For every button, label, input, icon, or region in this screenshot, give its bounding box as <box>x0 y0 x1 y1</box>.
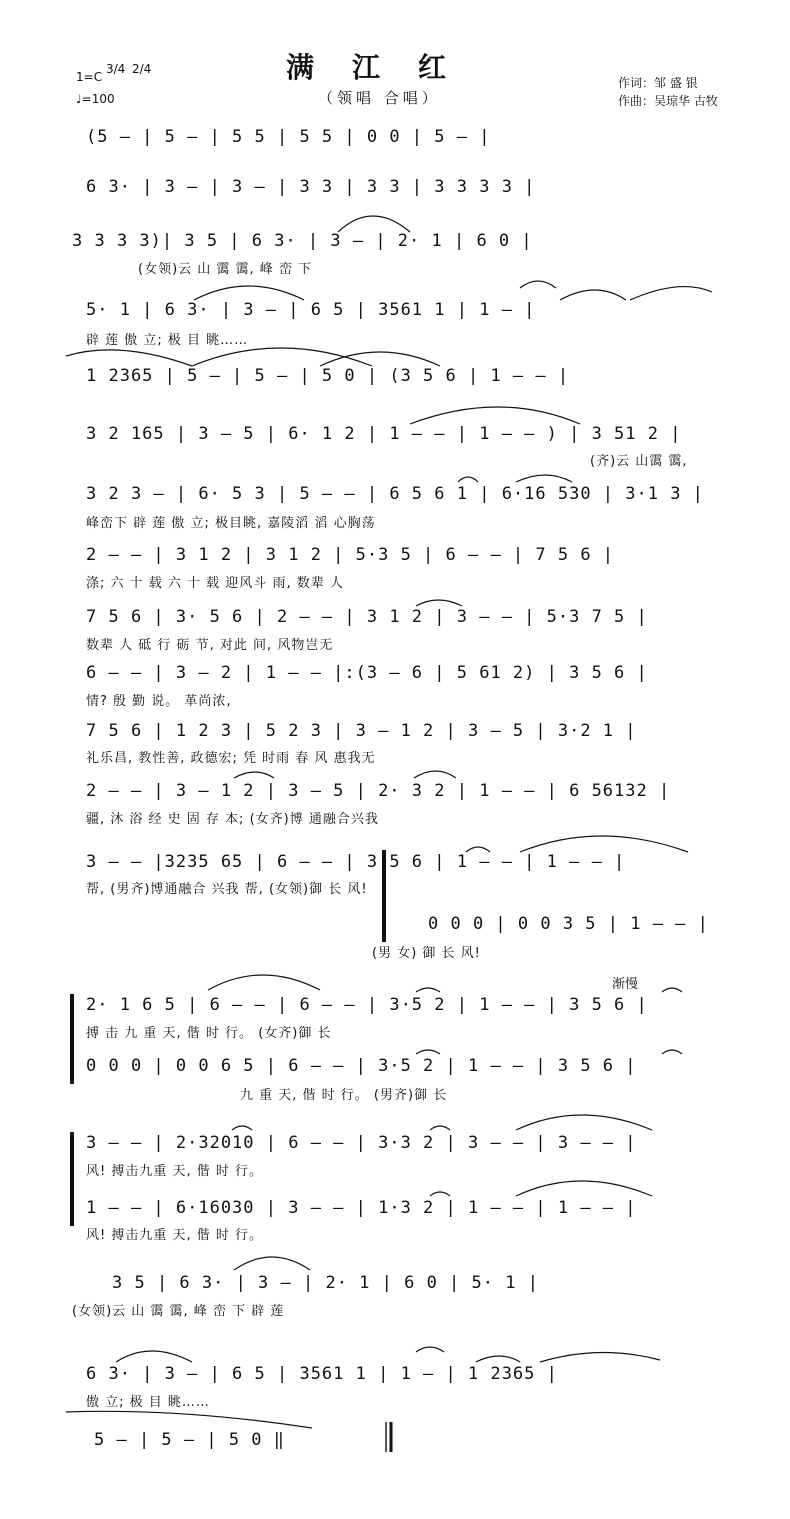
score-line-12-notes: 2 – – | 3 – 1 2 | 3 – 5 | 2· 3 2 | 1 – – | 6 56132 | <box>86 781 671 801</box>
score-line-7-notes: 3 2 3 – | 6· 5 3 | 5 – – | 6 5 6 1 | 6·16 530 | 3·1 3 | <box>86 484 704 504</box>
score-line-16-lyrics: (女领)云 山 霭 霭, 峰 峦 下 辟 莲 <box>72 1304 285 1319</box>
score-line-7-lyrics: 峰峦下 辟 莲 傲 立; 极目眺, 嘉陵滔 滔 心胸荡 <box>86 516 376 531</box>
score-line-18-notes: 5 – | 5 – | 5 0 ‖ <box>94 1430 285 1450</box>
slur-line17-b <box>416 1347 444 1352</box>
score-line-2-notes: 6 3· | 3 – | 3 – | 3 3 | 3 3 | 3 3 3 3 | <box>86 177 536 197</box>
score-line-3-lyrics: (女领)云 山 霭 霭, 峰 峦 下 <box>138 262 313 277</box>
score-line-1-notes: (5 – | 5 – | 5 5 | 5 5 | 0 0 | 5 – | <box>86 127 491 147</box>
composer-credit: 作曲：吴琼华 古牧 <box>618 94 718 108</box>
slur-line16 <box>234 1257 310 1270</box>
score-line-9-lyrics: 数辈 人 砥 行 砺 节, 对此 间, 风物岂无 <box>86 638 334 653</box>
score-line-15-notes-upper: 3 – – | 2·32010 | 6 – – | 3·3 2 | 3 – – | 3 – – | <box>86 1133 637 1153</box>
score-line-14-notes-lower: 0 0 0 | 0 0 6 5 | 6 – – | 3·5 2 | 1 – – | 3 5 6 | <box>86 1056 637 1076</box>
key-signature: 1=C <box>76 70 103 84</box>
slur-line3 <box>338 216 410 232</box>
slur-line14-b <box>416 988 440 992</box>
tempo-marking: ♩=100 <box>76 92 115 106</box>
slur-line14-c <box>662 988 682 992</box>
meter-two-four: 2/4 <box>132 62 152 76</box>
score-line-16-notes: 3 5 | 6 3· | 3 – | 2· 1 | 6 0 | 5· 1 | <box>112 1273 539 1293</box>
score-line-8-notes: 2 – – | 3 1 2 | 3 1 2 | 5·3 5 | 6 – – | 7 5 6 | <box>86 545 615 565</box>
slur-line12-b <box>414 771 456 778</box>
slur-line17-c <box>476 1356 520 1362</box>
slur-line15-a <box>232 1126 252 1130</box>
score-line-5-notes: 1 2365 | 5 – | 5 – | 5 0 | (3 5 6 | 1 – – | <box>86 366 570 386</box>
slur-line4-c <box>560 290 626 300</box>
score-line-17-notes: 6 3· | 3 – | 6 5 | 3561 1 | 1 – | 1 2365 | <box>86 1364 558 1384</box>
slur-line4-a <box>194 286 304 300</box>
slur-line13-b <box>520 836 688 852</box>
score-line-17-lyrics: 傲 立; 极 目 眺…… <box>86 1395 210 1410</box>
score-line-3-notes: 3 3 3 3)| 3 5 | 6 3· | 3 – | 2· 1 | 6 0 | <box>72 231 533 251</box>
slur-line5-a <box>66 350 192 366</box>
score-line-13-lyrics-lower: (男 女) 御 长 风! <box>372 946 481 961</box>
score-line-4-notes: 5· 1 | 6 3· | 3 – | 6 5 | 3561 1 | 1 – | <box>86 300 536 320</box>
slur-line14-d <box>416 1050 440 1054</box>
slur-line17-a <box>116 1351 192 1362</box>
slur-line14-e <box>662 1050 682 1054</box>
score-line-8-lyrics: 涤; 六 十 载 六 十 载 迎风斗 雨, 数辈 人 <box>86 576 344 591</box>
score-line-13-notes-lower: 0 0 0 | 0 0 3 5 | 1 – – | <box>428 914 709 934</box>
slur-line12-a <box>234 772 274 778</box>
slur-line7-b <box>516 475 572 482</box>
slur-line4-b <box>520 281 556 288</box>
score-line-15-lyrics-lower: 风! 搏击九重 天, 偕 时 行。 <box>86 1228 264 1243</box>
score-line-10-lyrics: 情? 殷 勤 说。 革尚浓, <box>86 694 232 709</box>
score-line-14-lyrics-upper: 搏 击 九 重 天, 偕 时 行。 (女齐)御 长 <box>86 1026 332 1041</box>
score-line-12-lyrics: 疆, 沐 浴 经 史 固 存 本; (女齐)博 通融合兴我 <box>86 812 379 827</box>
slur-line14-a <box>208 975 320 990</box>
score-line-13-notes-upper: 3 – – |3235 65 | 6 – – | 3 5 6 | 1 – – | 1 – – | <box>86 852 626 872</box>
score-line-10-notes: 6 – – | 3 – 2 | 1 – – |:(3 – 6 | 5 61 2) | 3 5 6 | <box>86 663 648 683</box>
score-line-15-notes-lower: 1 – – | 6·16030 | 3 – – | 1·3 2 | 1 – – | 1 – – | <box>86 1198 637 1218</box>
slur-line5-c <box>320 352 440 366</box>
score-line-14-lyrics-lower: 九 重 天, 偕 时 行。 (男齐)御 长 <box>240 1088 448 1103</box>
slur-line7-a <box>458 477 478 482</box>
slur-line15-d <box>430 1192 450 1196</box>
page-title: 满江红 <box>286 51 485 84</box>
slur-line17-d <box>540 1352 660 1362</box>
tie-line18 <box>66 1411 312 1428</box>
slur-line13-a <box>466 847 490 852</box>
subtitle: （领唱 合唱） <box>318 89 441 107</box>
score-line-6-notes: 3 2 165 | 3 – 5 | 6· 1 2 | 1 – – | 1 – – ) | 3 51 2 | <box>86 424 682 444</box>
slur-line15-b <box>430 1126 450 1130</box>
score-line-14-notes-upper: 2· 1 6 5 | 6 – – | 6 – – | 3·5 2 | 1 – – | 3 5 6 | <box>86 995 648 1015</box>
score-line-9-notes: 7 5 6 | 3· 5 6 | 2 – – | 3 1 2 | 3 – – | 5·3 7 5 | <box>86 607 648 627</box>
lyricist-credit: 作词：邹 盛 银 <box>618 76 698 90</box>
score-line-11-notes: 7 5 6 | 1 2 3 | 5 2 3 | 3 – 1 2 | 3 – 5 | 3·2 1 | <box>86 721 637 741</box>
score-line-4-lyrics: 辟 莲 傲 立; 极 目 眺…… <box>86 333 249 348</box>
score-line-15-lyrics-upper: 风! 搏击九重 天, 偕 时 行。 <box>86 1164 264 1179</box>
slur-line15-c <box>516 1115 652 1130</box>
score-line-11-lyrics: 礼乐昌, 教性善, 政德宏; 凭 时雨 春 风 惠我无 <box>86 751 376 766</box>
slur-line9 <box>416 600 462 606</box>
slur-line4-d <box>630 287 712 300</box>
meter-three-four: 3/4 <box>106 62 126 76</box>
score-line-13-lyrics-upper: 帮, (男齐)博通融合 兴我 帮, (女领)御 长 风! <box>86 882 368 897</box>
ritardando-marking: 渐慢 <box>612 977 639 992</box>
slur-line15-e <box>516 1181 652 1196</box>
slur-line6 <box>410 407 580 424</box>
score-line-6-lyrics: (齐)云 山霭 霭, <box>590 454 688 469</box>
